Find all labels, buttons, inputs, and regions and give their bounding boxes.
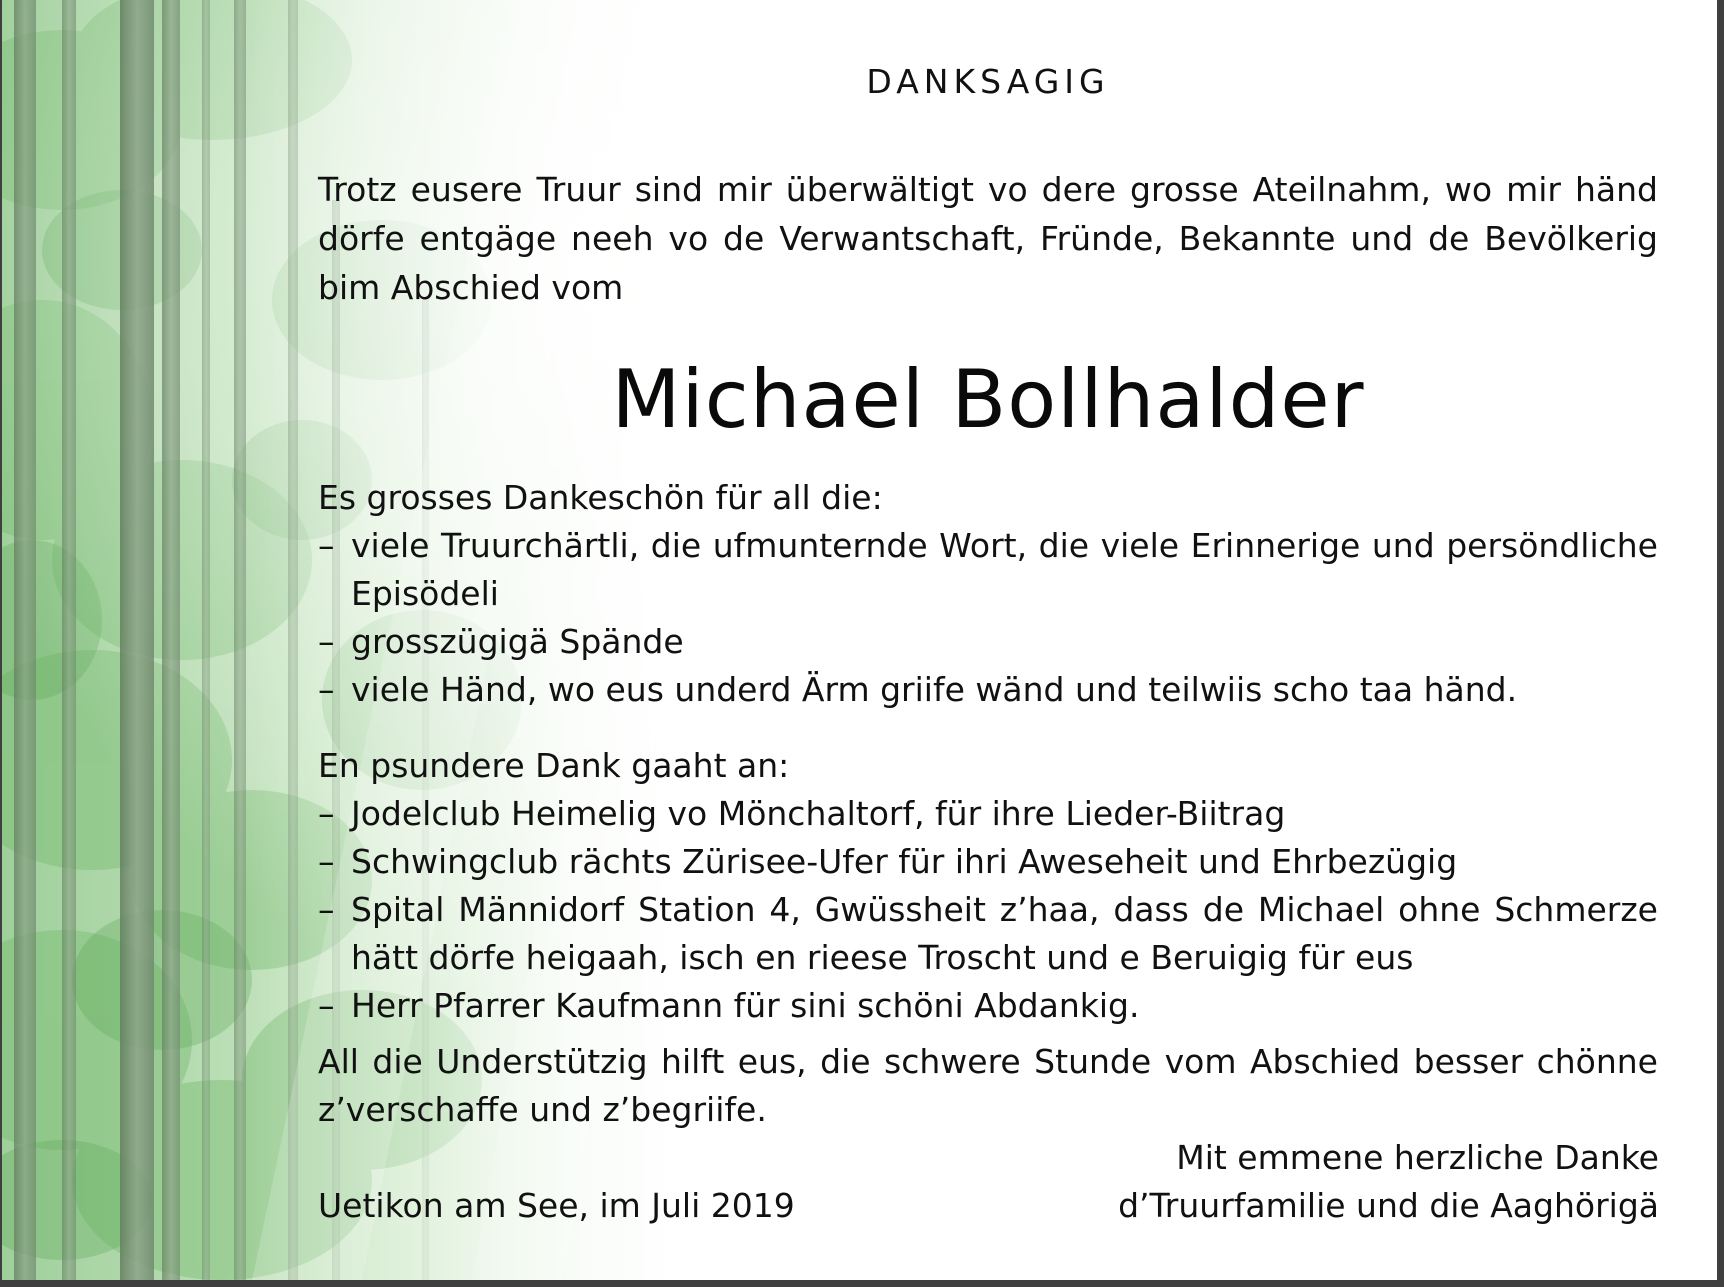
signoff	[1118, 1134, 1659, 1230]
closing-paragraph: All die Understützig hilft eus, die schwere Stunde vom Abschied besser chönne z’verschaffe und z’begriife.	[318, 1042, 1658, 1129]
dash-marker: –	[318, 842, 335, 881]
dash-marker: –	[318, 794, 335, 833]
list-item: – Herr Pfarrer Kaufmann für sini schöni Abdankig.	[318, 982, 1658, 1030]
list-item: – grosszügigä Spände	[318, 618, 1658, 666]
thanks-general-lead: Es grosses Dankeschön für all die:	[318, 478, 883, 517]
dash-marker: –	[318, 890, 335, 929]
dash-marker: –	[318, 670, 335, 709]
list-item: – Schwingclub rächts Zürisee-Ufer für ihri Aweseheit und Ehrbezügig	[318, 838, 1658, 886]
list-item: – viele Truurchärtli, die ufmunternde Wort, die viele Erinnerige und persöndliche Episödeli	[318, 522, 1658, 618]
thanks-general-list	[318, 522, 1658, 714]
dash-marker: –	[318, 986, 335, 1025]
deceased-name: Michael Bollhalder	[611, 353, 1365, 446]
intro-paragraph: Trotz eusere Truur sind mir überwältigt vo dere grosse Ateilnahm, wo mir händ dörfe entgäge neeh vo de Verwantschaft, Fründe, Bekannte und de Bevölkerig bim Abschied vom	[318, 170, 1658, 307]
list-item: – viele Händ, wo eus underd Ärm griife wänd und teilwiis scho taa händ.	[318, 666, 1658, 714]
thanks-special-lead: En psundere Dank gaaht an:	[318, 746, 790, 785]
list-item: – Spital Männidorf Station 4, Gwüssheit z’haa, dass de Michael ohne Schmerze hätt dörfe heigaah, isch en rieese Troscht und e Beruigig für eus	[318, 886, 1658, 982]
heading-danksagig: DANKSAGIG	[866, 62, 1110, 101]
thanks-special-section	[318, 742, 1658, 1030]
dash-marker: –	[318, 526, 335, 565]
signoff-line-2: d’Truurfamilie und die Aaghörigä	[1118, 1186, 1659, 1225]
place-date: Uetikon am See, im Juli 2019	[318, 1186, 795, 1225]
dash-marker: –	[318, 622, 335, 661]
thanks-general-section	[318, 474, 1658, 714]
signoff-line-1: Mit emmene herzliche Danke	[1176, 1138, 1659, 1177]
list-item: – Jodelclub Heimelig vo Mönchaltorf, für ihre Lieder-Biitrag	[318, 790, 1658, 838]
obituary-card	[2, 0, 1717, 1280]
thanks-special-list	[318, 790, 1658, 1030]
